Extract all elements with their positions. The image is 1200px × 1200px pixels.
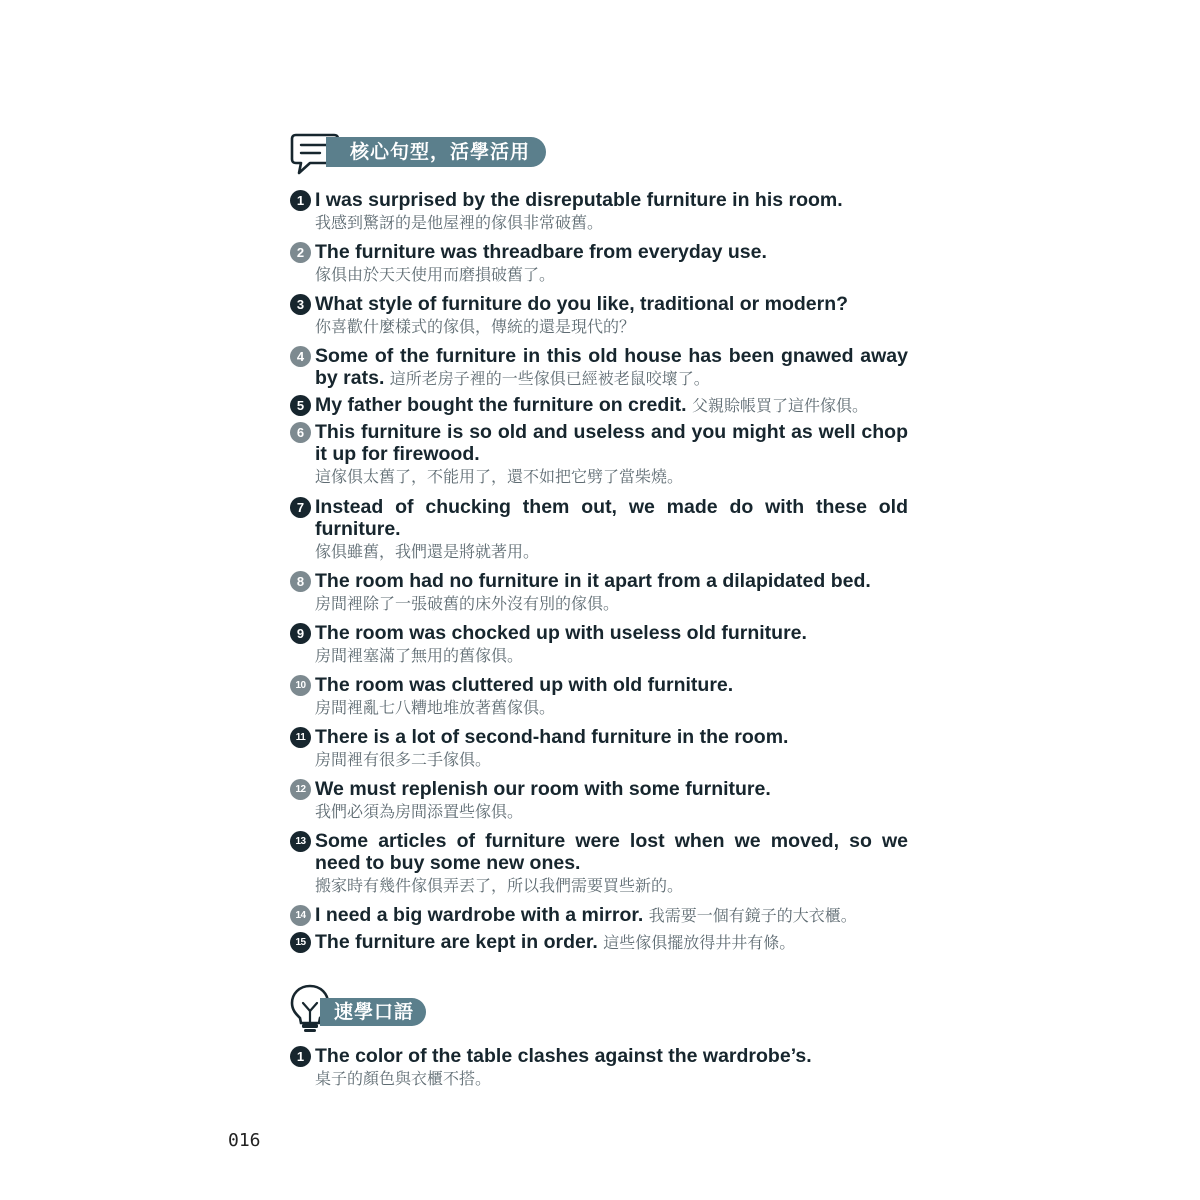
sentence-chinese: 這些傢俱擺放得井井有條。	[603, 933, 796, 952]
sentence-english: The color of the table clashes against the wardrobe’s.	[315, 1045, 812, 1067]
list-item	[290, 345, 908, 390]
sentence-chinese: 你喜歡什麼樣式的傢俱，傳統的還是現代的？	[315, 317, 636, 336]
list-item	[290, 241, 908, 287]
list-item	[290, 674, 908, 720]
sentence-chinese: 我們必須為房間添置些傢俱。	[315, 802, 524, 821]
sentence-chinese: 父親賒帳買了這件傢俱。	[692, 396, 869, 415]
item-number-badge: 10	[290, 675, 311, 696]
list-item	[290, 293, 908, 339]
sentence-english: The furniture was threadbare from everyday use.	[315, 241, 767, 263]
list-item	[290, 189, 908, 235]
sentence-english: This furniture is so old and useless and you might as well chop it up for firewood.	[315, 421, 908, 465]
list-item	[290, 421, 908, 489]
sentence-english-text: My father bought the furniture on credit.	[315, 394, 687, 416]
item-number-badge: 6	[290, 422, 311, 443]
item-number-badge: 8	[290, 571, 311, 592]
item-number-badge: 4	[290, 346, 311, 367]
item-number-badge: 9	[290, 623, 311, 644]
sentence-english: The room had no furniture in it apart from a dilapidated bed.	[315, 570, 871, 592]
sentence-english	[315, 904, 908, 927]
item-number-badge: 2	[290, 242, 311, 263]
list-item	[290, 622, 908, 668]
sentence-english: What style of furniture do you like, traditional or modern?	[315, 293, 849, 315]
sentence-chinese: 傢俱由於天天使用而磨損破舊了。	[315, 265, 556, 284]
sentence-chinese: 搬家時有幾件傢俱弄丟了，所以我們需要買些新的。	[315, 876, 684, 895]
sentence-english: The room was chocked up with useless old furniture.	[315, 622, 807, 644]
list-item	[290, 570, 908, 616]
item-number-badge: 3	[290, 294, 311, 315]
item-number-badge: 11	[290, 727, 311, 748]
item-number-badge: 5	[290, 395, 311, 416]
item-number-badge: 1	[290, 190, 311, 211]
sentence-english	[315, 394, 908, 417]
sentence-english: There is a lot of second-hand furniture in the room.	[315, 726, 789, 748]
sentence-chinese: 桌子的顏色與衣櫃不搭。	[315, 1069, 492, 1088]
list-item	[290, 931, 908, 954]
sentence-english	[315, 931, 908, 954]
sentence-english: Some articles of furniture were lost when we moved, so we need to buy some new ones.	[315, 830, 908, 874]
item-number-badge: 12	[290, 779, 311, 800]
sentence-chinese: 房間裡除了一張破舊的床外沒有別的傢俱。	[315, 594, 620, 613]
sentence-english	[315, 345, 908, 390]
sentence-english-text: I need a big wardrobe with a mirror.	[315, 904, 644, 926]
sentence-chinese: 房間裡有很多二手傢俱。	[315, 750, 492, 769]
list-item	[290, 904, 908, 927]
sentence-english: The room was cluttered up with old furniture.	[315, 674, 734, 696]
sentence-chinese: 這所老房子裡的一些傢俱已經被老鼠咬壞了。	[389, 369, 710, 388]
sentence-chinese: 這傢俱太舊了，不能用了，還不如把它劈了當柴燒。	[315, 467, 684, 486]
list-item	[290, 1045, 908, 1091]
section-title: 速學口語	[320, 998, 426, 1026]
sentence-chinese: 我需要一個有鏡子的大衣櫃。	[648, 906, 857, 925]
list-item	[290, 726, 908, 772]
sentence-english-text: Some of the furniture in this old house has been gnawed away by rats.	[315, 345, 908, 389]
sentence-english: Instead of chucking them out, we made do with these old furniture.	[315, 496, 908, 540]
sentence-chinese: 房間裡亂七八糟地堆放著舊傢俱。	[315, 698, 556, 717]
sentence-english: We must replenish our room with some furniture.	[315, 778, 771, 800]
list-item	[290, 830, 908, 898]
item-number-badge: 14	[290, 905, 311, 926]
item-number-badge: 15	[290, 932, 311, 953]
sentence-english-text: The furniture are kept in order.	[315, 931, 598, 953]
sentence-chinese: 我感到驚訝的是他屋裡的傢俱非常破舊。	[315, 213, 604, 232]
item-number-badge: 7	[290, 497, 311, 518]
list-item	[290, 394, 908, 417]
item-number-badge: 13	[290, 831, 311, 852]
sentence-english: I was surprised by the disreputable furniture in his room.	[315, 189, 843, 211]
section-title: 核心句型，活學活用	[326, 137, 546, 167]
list-item	[290, 778, 908, 824]
sentence-chinese: 房間裡塞滿了無用的舊傢俱。	[315, 646, 524, 665]
item-number-badge: 1	[290, 1046, 311, 1067]
sentence-chinese: 傢俱雖舊，我們還是將就著用。	[315, 542, 540, 561]
list-item	[290, 496, 908, 564]
page-number: 016	[228, 1130, 261, 1151]
